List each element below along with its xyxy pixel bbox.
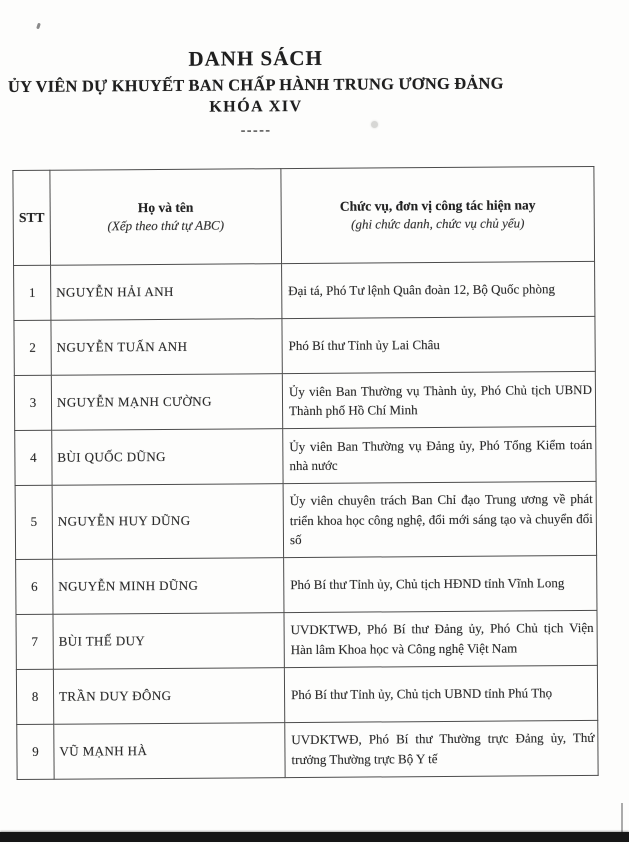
cell-stt: 4: [15, 430, 52, 485]
cell-position: Đại tá, Phó Tư lệnh Quân đoàn 12, Bộ Quốc phòng: [282, 261, 595, 318]
cell-name: NGUYỄN HẢI ANH: [51, 264, 282, 321]
cell-stt: 8: [16, 669, 53, 724]
cell-name: NGUYỄN MINH DŨNG: [53, 557, 284, 614]
scan-bottom-band: [0, 832, 629, 842]
cell-stt: 6: [16, 559, 53, 614]
cell-stt: 9: [17, 724, 54, 779]
document-title: DANH SÁCH: [188, 45, 323, 71]
scan-edge-artifact: [621, 803, 623, 832]
cell-stt: 1: [14, 265, 51, 320]
cell-position: Ủy viên Ban Thường vụ Thành ủy, Phó Chủ tịch UBND Thành phố Hồ Chí Minh: [282, 371, 595, 428]
header-stt: STT: [13, 170, 51, 265]
cell-position: Phó Bí thư Tỉnh ủy, Chủ tịch HĐND tỉnh Vĩnh Long: [284, 555, 597, 612]
cell-position: UVDKTWĐ, Phó Bí thư Thường trực Đảng ủy, Thứ trưởng Thường trực Bộ Y tế: [285, 720, 598, 777]
cell-position: Phó Bí thư Tỉnh ủy Lai Châu: [282, 316, 595, 373]
header-position-note: (ghi chức danh, chức vụ chủ yếu): [351, 215, 525, 232]
cell-position: Ủy viên Ban Thường vụ Đảng ủy, Phó Tổng Kiểm toán nhà nước: [283, 426, 596, 483]
cell-position: Ủy viên chuyên trách Ban Chỉ đạo Trung ương về phát triển khoa học công nghệ, đổi mới sáng tạo và chuyển đổi số: [283, 481, 597, 557]
cell-name: BÙI QUỐC DŨNG: [52, 429, 283, 486]
cell-stt: 5: [15, 485, 53, 559]
header-name: [50, 169, 282, 266]
table-row: [17, 720, 598, 779]
header-position: [281, 166, 595, 263]
header-name-label: Họ và tên: [137, 199, 194, 216]
cell-name: BÙI THẾ DUY: [53, 612, 284, 669]
header-position-label: Chức vụ, đơn vị công tác hiện nay: [339, 197, 536, 214]
cell-position: Phó Bí thư Tỉnh ủy, Chủ tịch UBND tỉnh Phú Thọ: [284, 665, 597, 722]
document-subtitle: ỦY VIÊN DỰ KHUYẾT BAN CHẤP HÀNH TRUNG ƯƠNG ĐẢNG: [7, 73, 504, 97]
cell-name: VŨ MẠNH HÀ: [54, 722, 285, 779]
table-row: [14, 371, 595, 430]
table-row: [15, 481, 596, 559]
members-table: [12, 166, 598, 780]
table-row: [16, 665, 597, 724]
cell-name: NGUYỄN HUY DŨNG: [52, 484, 284, 559]
document-header: [0, 45, 514, 142]
cell-name: TRẦN DUY ĐÔNG: [53, 667, 284, 724]
table-row: [14, 261, 595, 320]
table-row: [16, 610, 597, 669]
cell-position: UVDKTWĐ, Phó Bí thư Đảng ủy, Phó Chủ tịch Viện Hàn lâm Khoa học và Công nghệ Việt Nam: [284, 610, 597, 667]
cell-stt: 3: [14, 375, 51, 430]
cell-name: NGUYỄN MẠNH CƯỜNG: [51, 374, 282, 431]
table-header-row: [13, 166, 595, 265]
table-row: [14, 316, 595, 375]
header-name-note: (Xếp theo thứ tự ABC): [107, 217, 225, 234]
cell-name: NGUYỄN TUẤN ANH: [51, 319, 282, 376]
cell-stt: 7: [16, 614, 53, 669]
cell-stt: 2: [14, 320, 51, 375]
document-session: KHÓA XIV: [209, 97, 303, 116]
table-row: [16, 555, 597, 614]
table-row: [15, 426, 596, 485]
divider-dashes: -----: [240, 123, 272, 139]
